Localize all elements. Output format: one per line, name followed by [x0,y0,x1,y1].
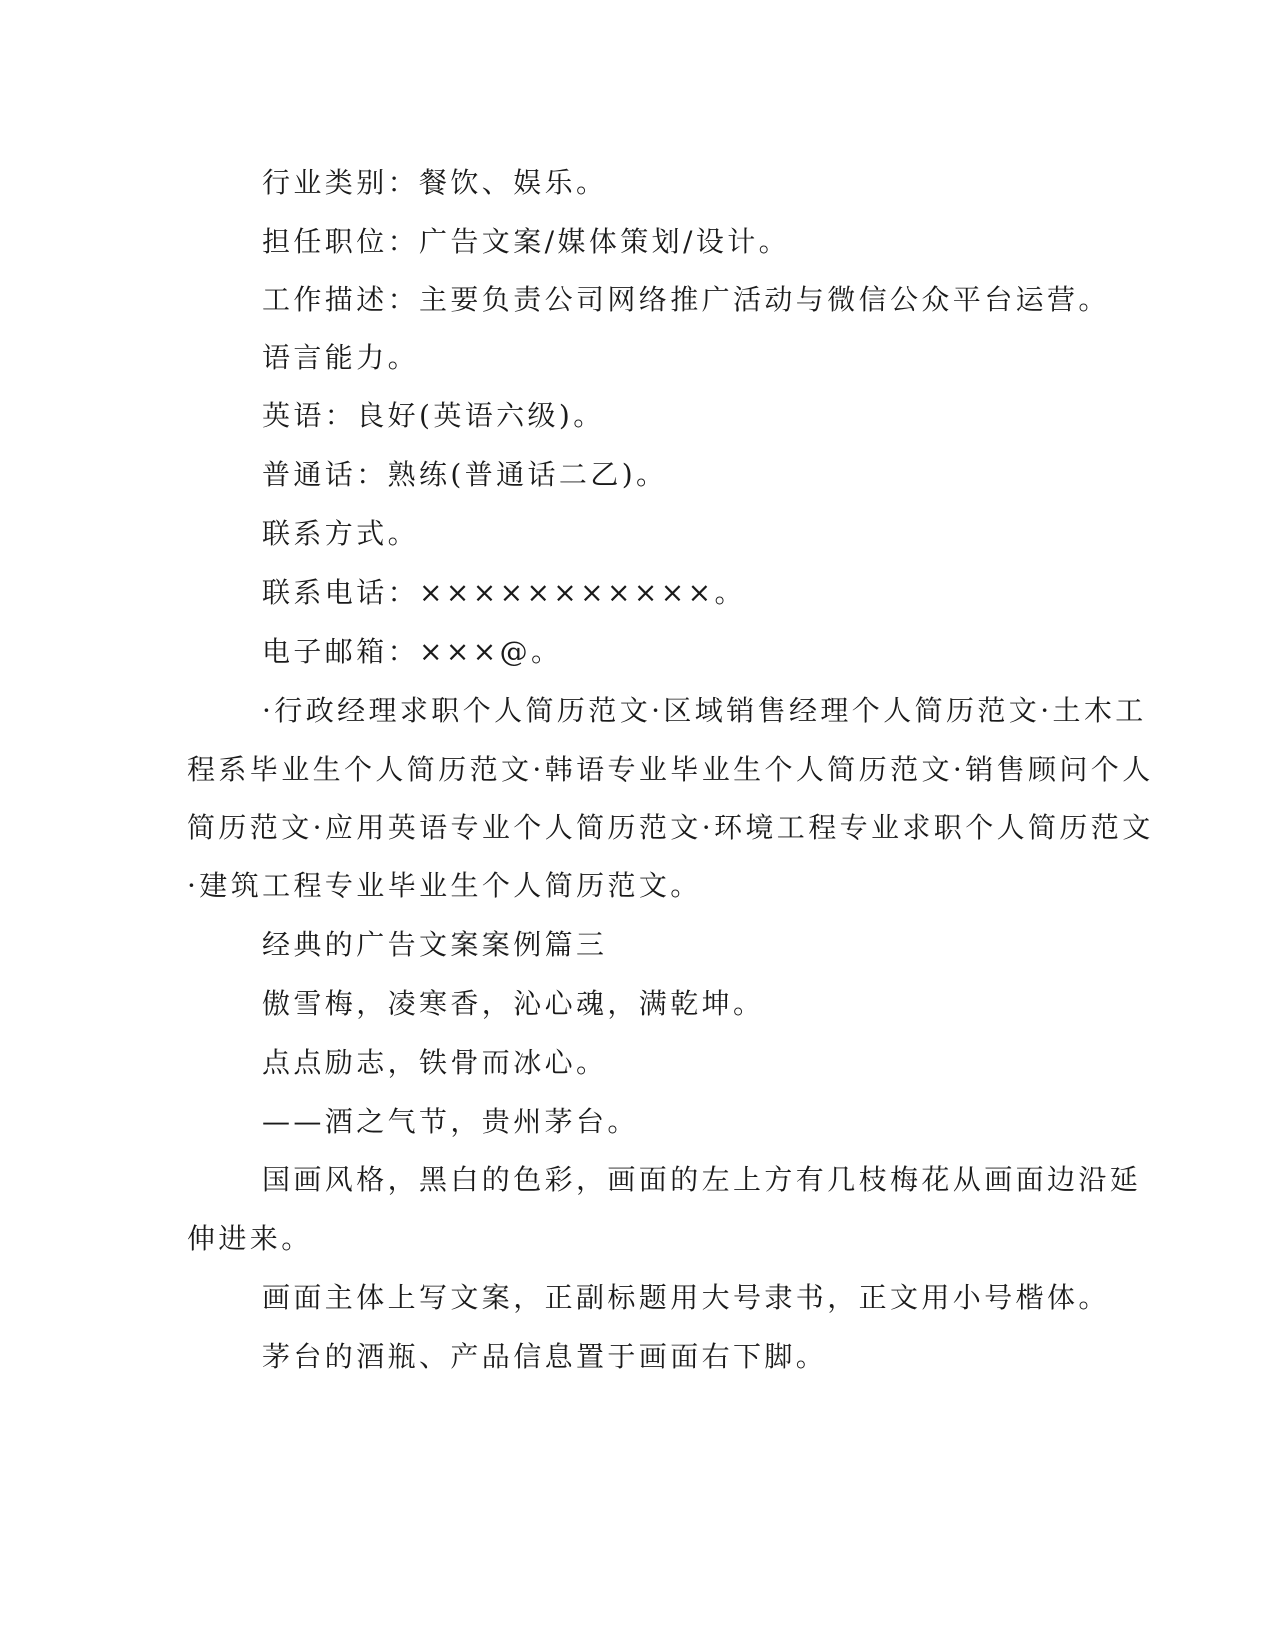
text-phone: 联系电话：×××××××××××。 [262,576,746,609]
text-mandarin: 普通话：熟练(普通话二乙)。 [262,458,668,491]
text-position: 担任职位：广告文案/媒体策划/设计。 [262,225,791,258]
text-english: 英语：良好(英语六级)。 [262,399,605,432]
text-slogan-2: 点点励志，铁骨而冰心。 [262,1046,608,1079]
text-style-line-1: 国画风格，黑白的色彩，画面的左上方有几枝梅花从画面边沿延 [262,1163,1142,1196]
text-slogan-1: 傲雪梅，凌寒香，沁心魂，满乾坤。 [262,987,765,1020]
text-job-description: 工作描述：主要负责公司网络推广活动与微信公众平台运营。 [262,283,1110,316]
text-industry: 行业类别：餐饮、娱乐。 [262,166,608,199]
text-contact-heading: 联系方式。 [262,517,420,550]
text-language-heading: 语言能力。 [262,341,420,374]
text-layout: 画面主体上写文案，正副标题用大号隶书，正文用小号楷体。 [262,1281,1110,1314]
text-style-line-2: 伸进来。 [187,1222,313,1255]
text-product-placement: 茅台的酒瓶、产品信息置于画面右下脚。 [262,1340,828,1373]
text-related-line-3: 简历范文·应用英语专业个人简历范文·环境工程专业求职个人简历范文 [187,811,1154,844]
text-slogan-3: ——酒之气节，贵州茅台。 [262,1105,639,1138]
text-related-line-4: ·建筑工程专业毕业生个人简历范文。 [187,869,702,902]
text-email: 电子邮箱：×××@。 [262,635,563,668]
text-related-line-1: ·行政经理求职个人简历范文·区域销售经理个人简历范文·土木工 [262,694,1147,727]
section-title: 经典的广告文案案例篇三 [262,928,608,961]
text-related-line-2: 程系毕业生个人简历范文·韩语专业毕业生个人简历范文·销售顾问个人 [187,753,1154,786]
